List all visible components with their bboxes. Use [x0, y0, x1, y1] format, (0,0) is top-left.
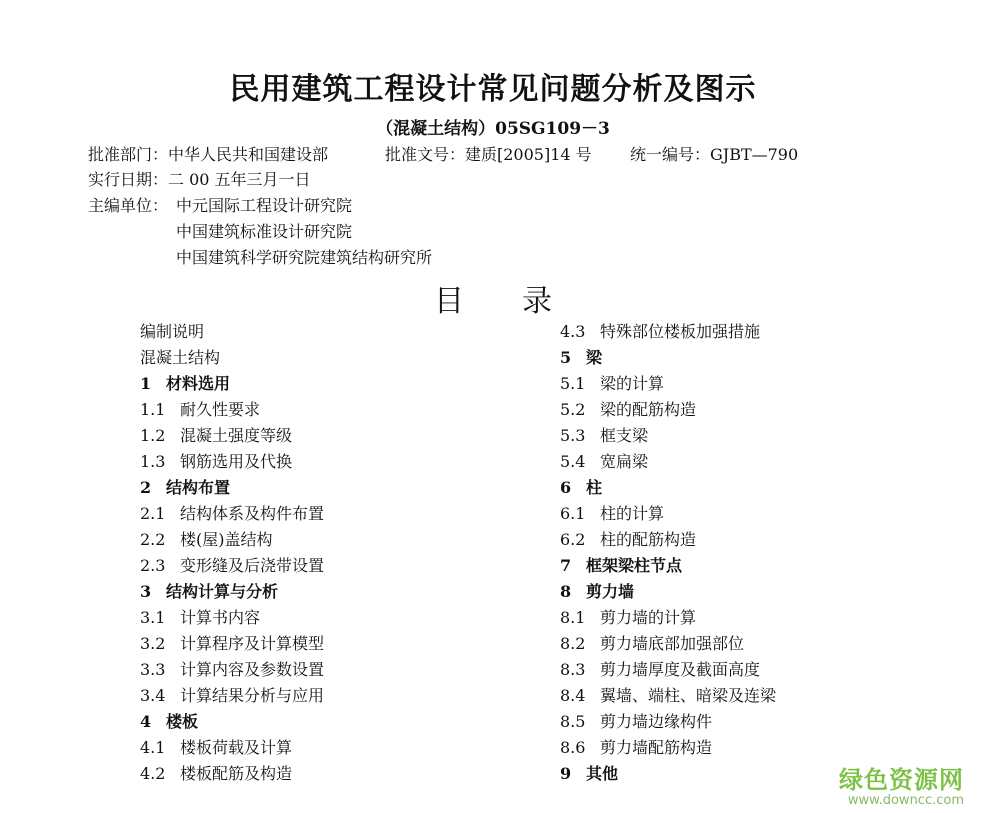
toc-entry[interactable] — [560, 709, 776, 735]
toc-entry-number: 8.6 — [560, 738, 586, 757]
toc-entry-number: 7 — [560, 556, 572, 575]
toc-entry-text: 楼(屋)盖结构 — [180, 530, 273, 549]
toc-entry-text: 梁 — [586, 348, 603, 367]
toc-entry[interactable] — [560, 397, 776, 423]
toc-entry-number: 2.2 — [140, 530, 166, 549]
toc-entry-text: 剪力墙厚度及截面高度 — [600, 660, 761, 679]
toc-entry-text: 柱的计算 — [600, 504, 665, 523]
toc-entry-number: 4.2 — [140, 764, 166, 783]
toc-entry-text: 混凝土结构 — [140, 348, 221, 367]
toc-entry-number: 5.3 — [560, 426, 586, 445]
toc-entry-number: 8.4 — [560, 686, 586, 705]
toc-entry[interactable] — [560, 449, 776, 475]
toc-entry-text: 梁的配筋构造 — [600, 400, 697, 419]
toc-entry[interactable] — [560, 631, 776, 657]
document-subtitle: （混凝土结构）05SG109－3 — [376, 119, 610, 139]
toc-entry[interactable] — [140, 761, 324, 787]
toc-entry[interactable] — [140, 449, 324, 475]
toc-entry-text: 剪力墙配筋构造 — [600, 738, 713, 757]
toc-entry-text: 编制说明 — [140, 322, 205, 341]
toc-entry-text: 剪力墙边缘构件 — [600, 712, 713, 731]
toc-entry-number: 6.2 — [560, 530, 586, 549]
approval-document-number: 批准文号：建质[2005]14 号 — [385, 145, 592, 164]
toc-right-column — [560, 319, 776, 787]
toc-entry-text: 混凝土强度等级 — [180, 426, 293, 445]
toc-entry-number: 4.1 — [140, 738, 166, 757]
toc-entry[interactable] — [140, 501, 324, 527]
toc-entry-number: 5.4 — [560, 452, 586, 471]
toc-entry-number: 1.2 — [140, 426, 166, 445]
toc-entry-text: 计算书内容 — [180, 608, 261, 627]
toc-entry-text: 特殊部位楼板加强措施 — [600, 322, 761, 341]
toc-entry[interactable] — [140, 579, 324, 605]
toc-entry-number: 5 — [560, 348, 572, 367]
toc-entry-text: 剪力墙 — [586, 582, 635, 601]
toc-entry[interactable] — [140, 631, 324, 657]
toc-entry[interactable] — [140, 371, 324, 397]
toc-entry[interactable] — [140, 709, 324, 735]
toc-entry-number: 1.3 — [140, 452, 166, 471]
toc-entry-number: 3 — [140, 582, 152, 601]
toc-entry[interactable] — [140, 345, 324, 371]
toc-entry[interactable] — [560, 761, 776, 787]
toc-entry[interactable] — [560, 683, 776, 709]
editor-unit-1: 中元国际工程设计研究院 — [176, 196, 353, 215]
toc-entry-number: 2.3 — [140, 556, 166, 575]
toc-entry-number: 4.3 — [560, 322, 586, 341]
toc-entry-text: 结构体系及构件布置 — [180, 504, 325, 523]
toc-entry[interactable] — [560, 579, 776, 605]
toc-entry[interactable] — [140, 397, 324, 423]
approval-department: 批准部门：中华人民共和国建设部 — [88, 145, 329, 164]
toc-entry-text: 结构计算与分析 — [166, 582, 279, 601]
toc-entry-number: 8.2 — [560, 634, 586, 653]
toc-entry[interactable] — [560, 605, 776, 631]
toc-entry[interactable] — [560, 423, 776, 449]
unified-number: 统一编号：GJBT—790 — [630, 145, 799, 164]
toc-entry[interactable] — [560, 345, 776, 371]
toc-entry-number: 8.5 — [560, 712, 586, 731]
toc-entry[interactable] — [140, 683, 324, 709]
toc-entry-number: 9 — [560, 764, 572, 783]
toc-entry-number: 4 — [140, 712, 152, 731]
toc-entry[interactable] — [560, 371, 776, 397]
toc-entry-text: 楼板荷载及计算 — [180, 738, 293, 757]
toc-entry[interactable] — [140, 735, 324, 761]
toc-entry-text: 耐久性要求 — [180, 400, 261, 419]
toc-entry-text: 柱 — [586, 478, 603, 497]
document-title: 民用建筑工程设计常见问题分析及图示 — [229, 72, 757, 107]
toc-entry-number: 1 — [140, 374, 152, 393]
watermark-brand: 绿色资源网 — [839, 766, 964, 794]
toc-entry-number: 2 — [140, 478, 152, 497]
toc-entry[interactable] — [140, 527, 324, 553]
toc-entry-text: 宽扁梁 — [600, 452, 649, 471]
toc-entry-text: 结构布置 — [166, 478, 231, 497]
toc-entry-text: 框支梁 — [600, 426, 649, 445]
toc-left-column — [140, 319, 324, 787]
toc-entry-number: 3.3 — [140, 660, 166, 679]
toc-heading — [0, 276, 986, 320]
toc-entry[interactable] — [560, 319, 776, 345]
toc-entry[interactable] — [140, 423, 324, 449]
toc-entry-number: 3.2 — [140, 634, 166, 653]
effective-date: 实行日期：二 00 五年三月一日 — [88, 170, 311, 189]
toc-heading-left: 目 — [434, 284, 464, 319]
toc-entry[interactable] — [140, 553, 324, 579]
toc-entry-text: 钢筋选用及代换 — [180, 452, 293, 471]
toc-entry-number: 8.3 — [560, 660, 586, 679]
toc-entry[interactable] — [560, 475, 776, 501]
editor-label: 主编单位： — [88, 196, 169, 215]
toc-entry-number: 5.2 — [560, 400, 586, 419]
toc-entry-text: 框架梁柱节点 — [586, 556, 683, 575]
toc-entry[interactable] — [140, 605, 324, 631]
editor-unit-3: 中国建筑科学研究院建筑结构研究所 — [176, 248, 433, 267]
toc-entry[interactable] — [560, 657, 776, 683]
toc-entry-text: 计算程序及计算模型 — [180, 634, 325, 653]
toc-entry-text: 计算结果分析与应用 — [180, 686, 325, 705]
toc-entry[interactable] — [140, 657, 324, 683]
toc-entry-number: 8 — [560, 582, 572, 601]
toc-entry-text: 剪力墙的计算 — [600, 608, 697, 627]
toc-entry-text: 柱的配筋构造 — [600, 530, 697, 549]
toc-entry-text: 翼墙、端柱、暗梁及连梁 — [600, 686, 777, 705]
toc-entry-number: 2.1 — [140, 504, 166, 523]
toc-entry-number: 6.1 — [560, 504, 586, 523]
toc-entry[interactable] — [140, 475, 324, 501]
toc-entry-number: 3.1 — [140, 608, 166, 627]
toc-entry-text: 梁的计算 — [600, 374, 665, 393]
toc-entry-text: 楼板 — [166, 712, 199, 731]
toc-entry[interactable] — [560, 501, 776, 527]
toc-entry-number: 5.1 — [560, 374, 586, 393]
toc-entry[interactable] — [560, 527, 776, 553]
watermark — [839, 760, 964, 808]
editor-unit-2: 中国建筑标准设计研究院 — [176, 222, 353, 241]
toc-entry-text: 材料选用 — [166, 374, 231, 393]
toc-entry-text: 剪力墙底部加强部位 — [600, 634, 745, 653]
toc-entry-number: 3.4 — [140, 686, 166, 705]
toc-heading-right: 录 — [522, 284, 552, 319]
toc-entry-number: 8.1 — [560, 608, 586, 627]
toc-entry-number: 1.1 — [140, 400, 166, 419]
toc-entry-text: 楼板配筋及构造 — [180, 764, 293, 783]
toc-entry[interactable] — [560, 553, 776, 579]
toc-entry-number: 6 — [560, 478, 572, 497]
toc-entry-text: 计算内容及参数设置 — [180, 660, 325, 679]
watermark-url: www.downcc.com — [847, 793, 964, 808]
toc-entry[interactable] — [140, 319, 324, 345]
toc-entry-text: 其他 — [586, 764, 619, 783]
toc-entry[interactable] — [560, 735, 776, 761]
toc-entry-text: 变形缝及后浇带设置 — [180, 556, 325, 575]
